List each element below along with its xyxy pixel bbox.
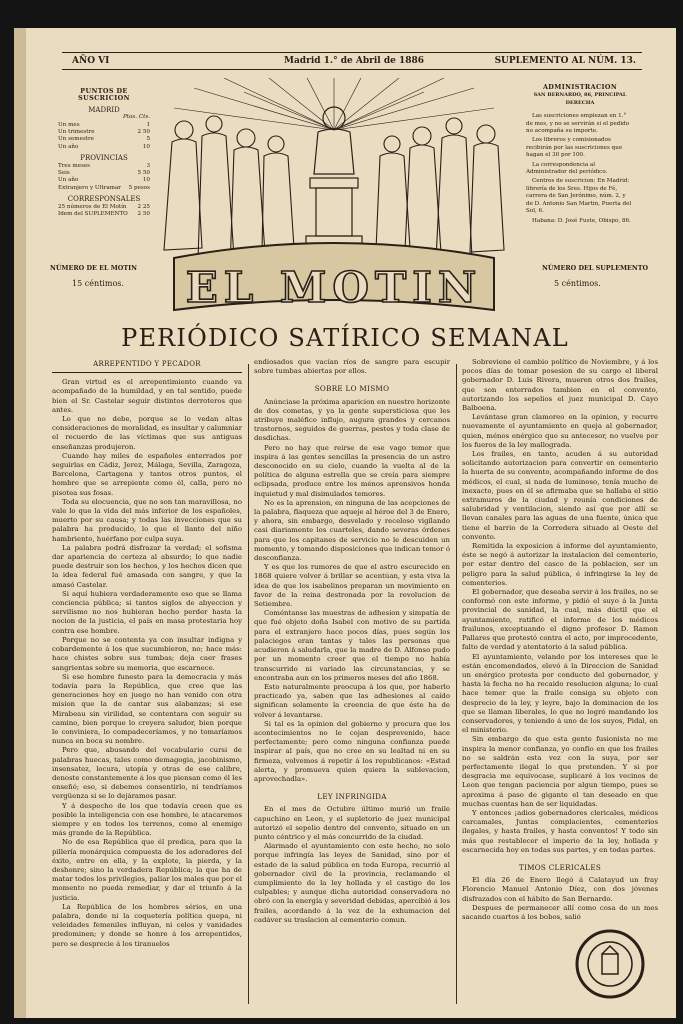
column-1 — [52, 358, 242, 1008]
paragraph: Pero no hay que reirse de ese vago temor que inspira á las gentes sencillas la presencia de un astro desconocido en su cielo, cuando la vuelta al de la política de alguna estrella que se creía para siempre eclipsada, produce entre los ménos aprensivos honda inquietud y mal disimulados temores. — [254, 443, 450, 498]
provincias-price-list — [58, 163, 150, 193]
price-row-value: 2 50 — [137, 129, 150, 136]
paragraph: Esto naturalmente preocupa á los que, por haberlo practicado ya, saben que las adhesiones al caído significan solamente la creencia de que éste ha de volver á levantarse. — [254, 682, 450, 719]
paragraph: Y es que los rumores de que el astro escurecido en 1868 quiere volver á brillar se acentúan, y esta viva la idea de que los isabelinos preparan un movimiento en favor de la reina destronada por la revolucion de Setiembre. — [254, 563, 450, 609]
newspaper-page — [14, 28, 676, 1018]
paragraph: La palabra podrá disfrazar la verdad; el sofisma dar apariencia de certeza al absurdo; lo que nadie puede destruir son los hechos, y los hechos dicen que la idea federal fué amasada con sangre, y que la amasó Castelar. — [52, 543, 242, 589]
paragraph: No de esa República que él predica, para que la pillería monárquica compuesta de los adoradores del éxito, entre en ella, y la explote, la pierda, y la deshonre; sino la verdadera República; la que ha de matar todos los privilegios, paliar los males que por el momento no pueda remediar, y dar el triunfo á la justicia. — [52, 838, 242, 902]
issue-price-left: 15 céntimos. — [72, 279, 124, 288]
price-row-value: 2 50 — [137, 211, 150, 218]
madrid-label: MADRID — [88, 105, 120, 114]
administration-box — [526, 84, 634, 225]
column-divider — [456, 364, 457, 1004]
paragraph: El gobernador, que deseaba servir á los frailes, no se conformó con este informe, y pidió el suyo á la Junta provincial de sanidad, la cual, más dúctil que el ayuntamiento, ratificó el informe de los médicos frailunos, exceptuando el digno profesor D. Ramon Pallares que protestó contra el acto, por improcedente, falto de verdad y atentatorio á la salud pública. — [462, 588, 658, 652]
price-row-label: Un año — [58, 143, 79, 150]
date-label: Madrid 1.° de Abril de 1886 — [284, 56, 425, 66]
paragraph: La República de los hombres sérios, en una palabra, donde ni la coquetería política quepa, ni veleidades femeniles influyan, ni celos y vanidades predominen; y donde se honre á los arrepentidos, pero se desprecie á los tiranuelos — [52, 902, 242, 948]
issue-label-right: NÚMERO DEL SUPLEMENTO — [542, 264, 649, 272]
page-edge — [14, 28, 26, 1018]
paragraph: Pero que, abusando del vocabulario cursi de palabras huecas, tales como demagogia, jacobinismo, insensatez, locura, utopía y otras de ese calibre, denoste constantemente á los que piensan como él les enseñó; eso, si debemos consentirlo, ni tendríamos vergüenza si se lo dejáramos pasar. — [52, 746, 242, 801]
article-heading: ARREPENTIDO Y PECADOR — [52, 360, 242, 373]
price-row-value: 5 pesos — [128, 184, 150, 191]
price-row-value: 3 — [146, 162, 150, 169]
section-heading: TIMOS CLERICALES — [518, 862, 602, 872]
paper-title: PERIÓDICO SATÍRICO SEMANAL — [121, 324, 569, 352]
paragraph: Cuando hay miles de españoles enterrados por seguirlas en Cádiz, Jerez, Málaga, Sevilla, Zaragoza, Barcelona, Cartagena y tantos otros puntos, el hombre que se arrepiente como él, calla, pero no pisotea sus fosas. — [52, 451, 242, 497]
paragraph: Si ese hombre funesto para la democracia y más todavía para la República, que cree que las generaciones hoy en juego no han venido con otra mision que la de cantar sus alabanzas; si ese Mirabeau sin virilidad, se contentara con seguir su camino, bien porque lo creyera saludor, bien porque le conviniera, lo compadeceríamos, y no tomaríamos nunca en boca su nombre. — [52, 672, 242, 746]
price-row — [58, 163, 150, 170]
price-row — [58, 129, 150, 136]
issue-label-left: NÚMERO DE EL MOTIN — [50, 264, 137, 272]
price-row — [58, 177, 150, 184]
price-row-value: 5 — [146, 136, 150, 143]
provincias-label: PROVINCIAS — [80, 154, 128, 163]
logo-text: EL MOTIN — [185, 263, 483, 312]
paragraph: Despues de permanecer allí como cosa de un mes sacando cuartos á los bobos, salió — [462, 903, 658, 921]
paragraph: Los frailes, en tanto, acuden á su autoridad solicitando autorizacion para convertir en cementerio la huerta de su convento, acompañando informe de dos médicos, el cual, si nada de luminoso, tenía mucho de inexacto, pues en él se afirmaba que se hallaba el sitio extramuros de la ciudad y reunía condiciones de salubridad y ventilacion, siendo así que por allí se llevan canales para las aguas de una fuente, única que tiene el barrio de la Corredera situado al Oeste del convento. — [462, 450, 658, 541]
masthead-illustration — [154, 78, 514, 328]
price-row-value: 10 — [142, 177, 150, 184]
paragraph: Sobreviene el cambio político de Noviembre, y á los pocos días de tomar posesion de su cargo el liberal gobernador D. Luis Rivera, mueren otros dos frailes, que son enterrados tambien en el convento, autorizando los sepelios el juez municipal D. Cayo Balboena. — [462, 358, 658, 413]
section-body — [254, 398, 450, 785]
paragraph: Y entonces ¡adios gobernadores clericales, médicos carcamales, Juntas complacientes, cementerios ilegales, y hasta frailes, y hasta conventos! Y todo sin más que restablecer el imperio de la ley, hollada y escarnecida hoy en todas sus partes, y en todas partes. — [462, 808, 658, 854]
year-label: AÑO VI — [72, 56, 110, 66]
price-row — [58, 211, 150, 218]
section-heading: LEY INFRINGIDA — [317, 792, 387, 802]
paragraph: Toda su elocuencia, que no son tan maravillosa, no vale lo que la vida del más inferior de los españoles, muerto por su causa; y todas las invecciones que su palabra ha producido, lo que el llanto del niño hambriento, huérfano por culpa suya. — [52, 497, 242, 543]
supplement-label: SUPLEMENTO AL NÚM. 13. — [494, 56, 636, 66]
price-row — [58, 204, 150, 211]
price-row-value: 5 50 — [137, 170, 150, 177]
corresponsales-label: CORRESPONSALES — [67, 195, 141, 204]
section-body — [462, 358, 658, 855]
administration-title: ADMINISTRACION — [542, 83, 618, 91]
price-row — [58, 136, 150, 143]
section-body — [254, 805, 450, 925]
header-bar — [62, 52, 642, 70]
madrid-price-list — [58, 122, 150, 152]
price-row-value: 10 — [142, 143, 150, 150]
price-row-label: Un año — [58, 177, 79, 184]
library-stamp-icon — [574, 928, 646, 1000]
paragraph: Remitida la exposicion á informe del ayuntamiento, éste se negó á autorizar la instalacion del cementerio, por estar dentro del casco de la poblacion, ser un peligro para la salud pública, é infringirse la ley de cementerios. — [462, 542, 658, 587]
administration-address: SAN BERNARDO, 86, PRINCIPAL DERECHA — [533, 92, 627, 106]
column-2 — [254, 358, 450, 1008]
paragraph: El ayuntamiento, velando por los intereses que le están encomendados, elevó á la Direccion de Sanidad un enérgico protesta por conducto del gobernador, y hasta la fecha no ha recaido resolucion alguna; lo cual hace temer que la fraile consiga su objeto con desprecio de la ley, y leyre, bajo la dominacion de los que se llaman liberales, lo que no logró mandando los conservadores, y teniendo á uno de los suyos, Pidal, en el ministerio. — [462, 652, 658, 735]
ptas-label: Ptas. Cts. — [123, 114, 150, 121]
section-body — [462, 876, 658, 922]
price-row-label: Extranjero y Ultramar — [58, 184, 121, 191]
price-row — [58, 185, 150, 192]
price-row-value: 2 25 — [137, 203, 150, 210]
paragraph: Porque no se contenta ya con insultar indigna y cobardemente á los que sucumbieron, no; hace más: hace chistes sobre sus tumbas; deja caer frases sangrientas sobre su memoria, que escarnece. — [52, 635, 242, 672]
price-row-label: 25 números de El Motín — [58, 203, 127, 210]
admin-line-4: Centros de suscricion: En Madrid: librería de los Sres. Hijos de Fé, carrera de San Jerónimo, núm. 2, y de D. Antonio San Martin, Puerta del Sol, 6. — [526, 178, 632, 215]
paragraph: El día 26 de Enero llegó á Calatayud un fray Florencio Manuel Antonio Díez, con dos jóvenes disfrazados con el hábito de San Bernardo. — [462, 876, 658, 903]
price-row-label: Un semestre — [58, 136, 94, 143]
price-row-label: Un trimestre — [58, 129, 95, 136]
paragraph: Alarmado el ayuntamiento con este hecho, no solo porque infringía las leyes de Sanidad, sino por el estado de la salud pública en toda Europa, recurrió al gobernador civil de la provincia, reclamando el cumplimiento de la ley hollada y el castigo de los culpables; y aunque dicha autoridad conservadora no obró con la energía y severidad debidas, apercibió á los frailes, acordando á la vez de la exhumacion del cadáver su traslacion al cementerio comun. — [254, 842, 450, 924]
paragraph: Lo que no debe, porque se lo vedan altas consideraciones de moralidad, es insultar y calumniar el recuerdo de las víctimas que sus antiguas enseñanzas produjeron. — [52, 415, 242, 451]
issue-price-right: 5 céntimos. — [554, 279, 601, 288]
section-heading: SOBRE LO MISMO — [314, 384, 390, 394]
paragraph: Gran virtud es el arrepentimiento cuando va acompañado de la humildad, y en tal sentido, puede bien el Sr. Castelar seguir distintos derroteros que antes. — [52, 378, 242, 414]
admin-line-2: Los libreros y comisionados recibirán por las suscriciones que hagan el 30 por 100. — [526, 137, 623, 159]
corresponsales-price-list — [58, 204, 150, 219]
subscription-box — [58, 88, 150, 219]
paragraph: Si aquí hubiera verdaderamente eso que se llama conciencia pública; si tantos siglos de abyeccion y servilismo no nos hubieran hecho perder hasta la nocion de la justicia, el país en masa protestaria hoy contra ese hombre. — [52, 589, 242, 635]
paragraph: Coméntanse las muestras de adhesion y simpatía de que fué objeto doña Isabel con motivo de su partida para el extranjero hace pocos días, pues según los palaciegos eran tantas y tales las personas que acudieron á saludarla, que la madre de D. Alfonso pudo por un momento creer que el tiempo no había transcurrido ni variado las circunstancias, y se encontraba aun en los primeros meses del año 1868. — [254, 609, 450, 682]
price-row — [58, 122, 150, 129]
price-row-value: 1 — [146, 121, 150, 128]
column-divider — [248, 364, 249, 1004]
price-row — [58, 144, 150, 151]
price-row-label: Seis — [58, 170, 70, 177]
paragraph: En el mes de Octubre último murió un fraile capuchino en Leon, y el supletorio de juez municipal autorizó el sepelio dentro del convento, situado en un punto céntrico y el más concurrido de la ciudad. — [254, 805, 450, 841]
article-continuation: endiosados que vacían ríos de sangre para escupir sobre tumbas abiertas por ellos. — [254, 358, 450, 376]
price-row-label: Un mes — [58, 121, 80, 128]
article-body — [52, 378, 242, 949]
paragraph: Y á despecho de los que todavía creen que es posible la inteligencia con ese hombre, le atacaremos siempre y en todos los terrenos, como al enemigo más grande de la República. — [52, 801, 242, 838]
paragraph: Si tal es la opinion del gobierno y procura que los acontecimientos no le cojan desprevenido, hace perfectamente; pero como ninguna confianza puede inspirar al país, que no cree en su lealtad ni en su firmeza, volvemos á repetir á los republicanos: «Estad alerta, y promueva quien quiera la sublevacion, aprovechadla». — [254, 719, 450, 783]
admin-line-5: Habana: D. José Fuste, Obispo, 86. — [532, 217, 631, 224]
paragraph: Levántase gran clamoreo en la opinion, y recurre nuevamente el ayuntamiento en queja al gobernador, quien, ménos enérgico que su antecesor, no vuelve por los fueros de la ley mallograda. — [462, 413, 658, 449]
admin-line-1: Las suscriciones empiezan en 1.° de mes, y no se servirán si el pedido no acompaña su importe. — [526, 113, 630, 135]
price-row-label: Idem del SUPLEMENTO — [58, 211, 128, 218]
paragraph: Sin embargo de que esta gente fusionista no me inspira la menor confianza, yo confío en que los frailes no se saldrán esta vez con la suya, por ser perfectamente ilegal lo que pretenden. Y si por desgracia me equivocase, suplicaré á los vecinos de Leon que tengan paciencia por algun tiempo, pues se aproxima á paso de gigante el tan deseado en que muchas cuentas han de ser liquidadas. — [462, 735, 658, 808]
paragraph: No es la aprension, en ninguna de las acepciones de la palabra, flaqueza que aqueje al héroe del 3 de Enero, y ahora, sin embargo, desvelado y receloso vigílando casi diariamente los cuarteles, dando severas órdenes para que los capitanes de servicio no le descuiden un momento, y tomando disposiciones que indican temor ó desconfianza. — [254, 498, 450, 563]
subscription-title: PUNTOS DE SUSCRICION — [78, 87, 130, 103]
column-3 — [462, 358, 658, 1008]
admin-line-3: La correspondencia al Administrador del periódico. — [526, 161, 608, 176]
price-row-label: Tres meses — [58, 162, 91, 169]
paragraph: Anúnciase la próxima aparicion en nuestro horizonte de dos cometas, y ya la gente supersticiosa que les atribuye maléfico influjo, augura grandes y cercanos trastornos, seguidos de guerras, pestes y toda clase de desdichas. — [254, 397, 450, 443]
